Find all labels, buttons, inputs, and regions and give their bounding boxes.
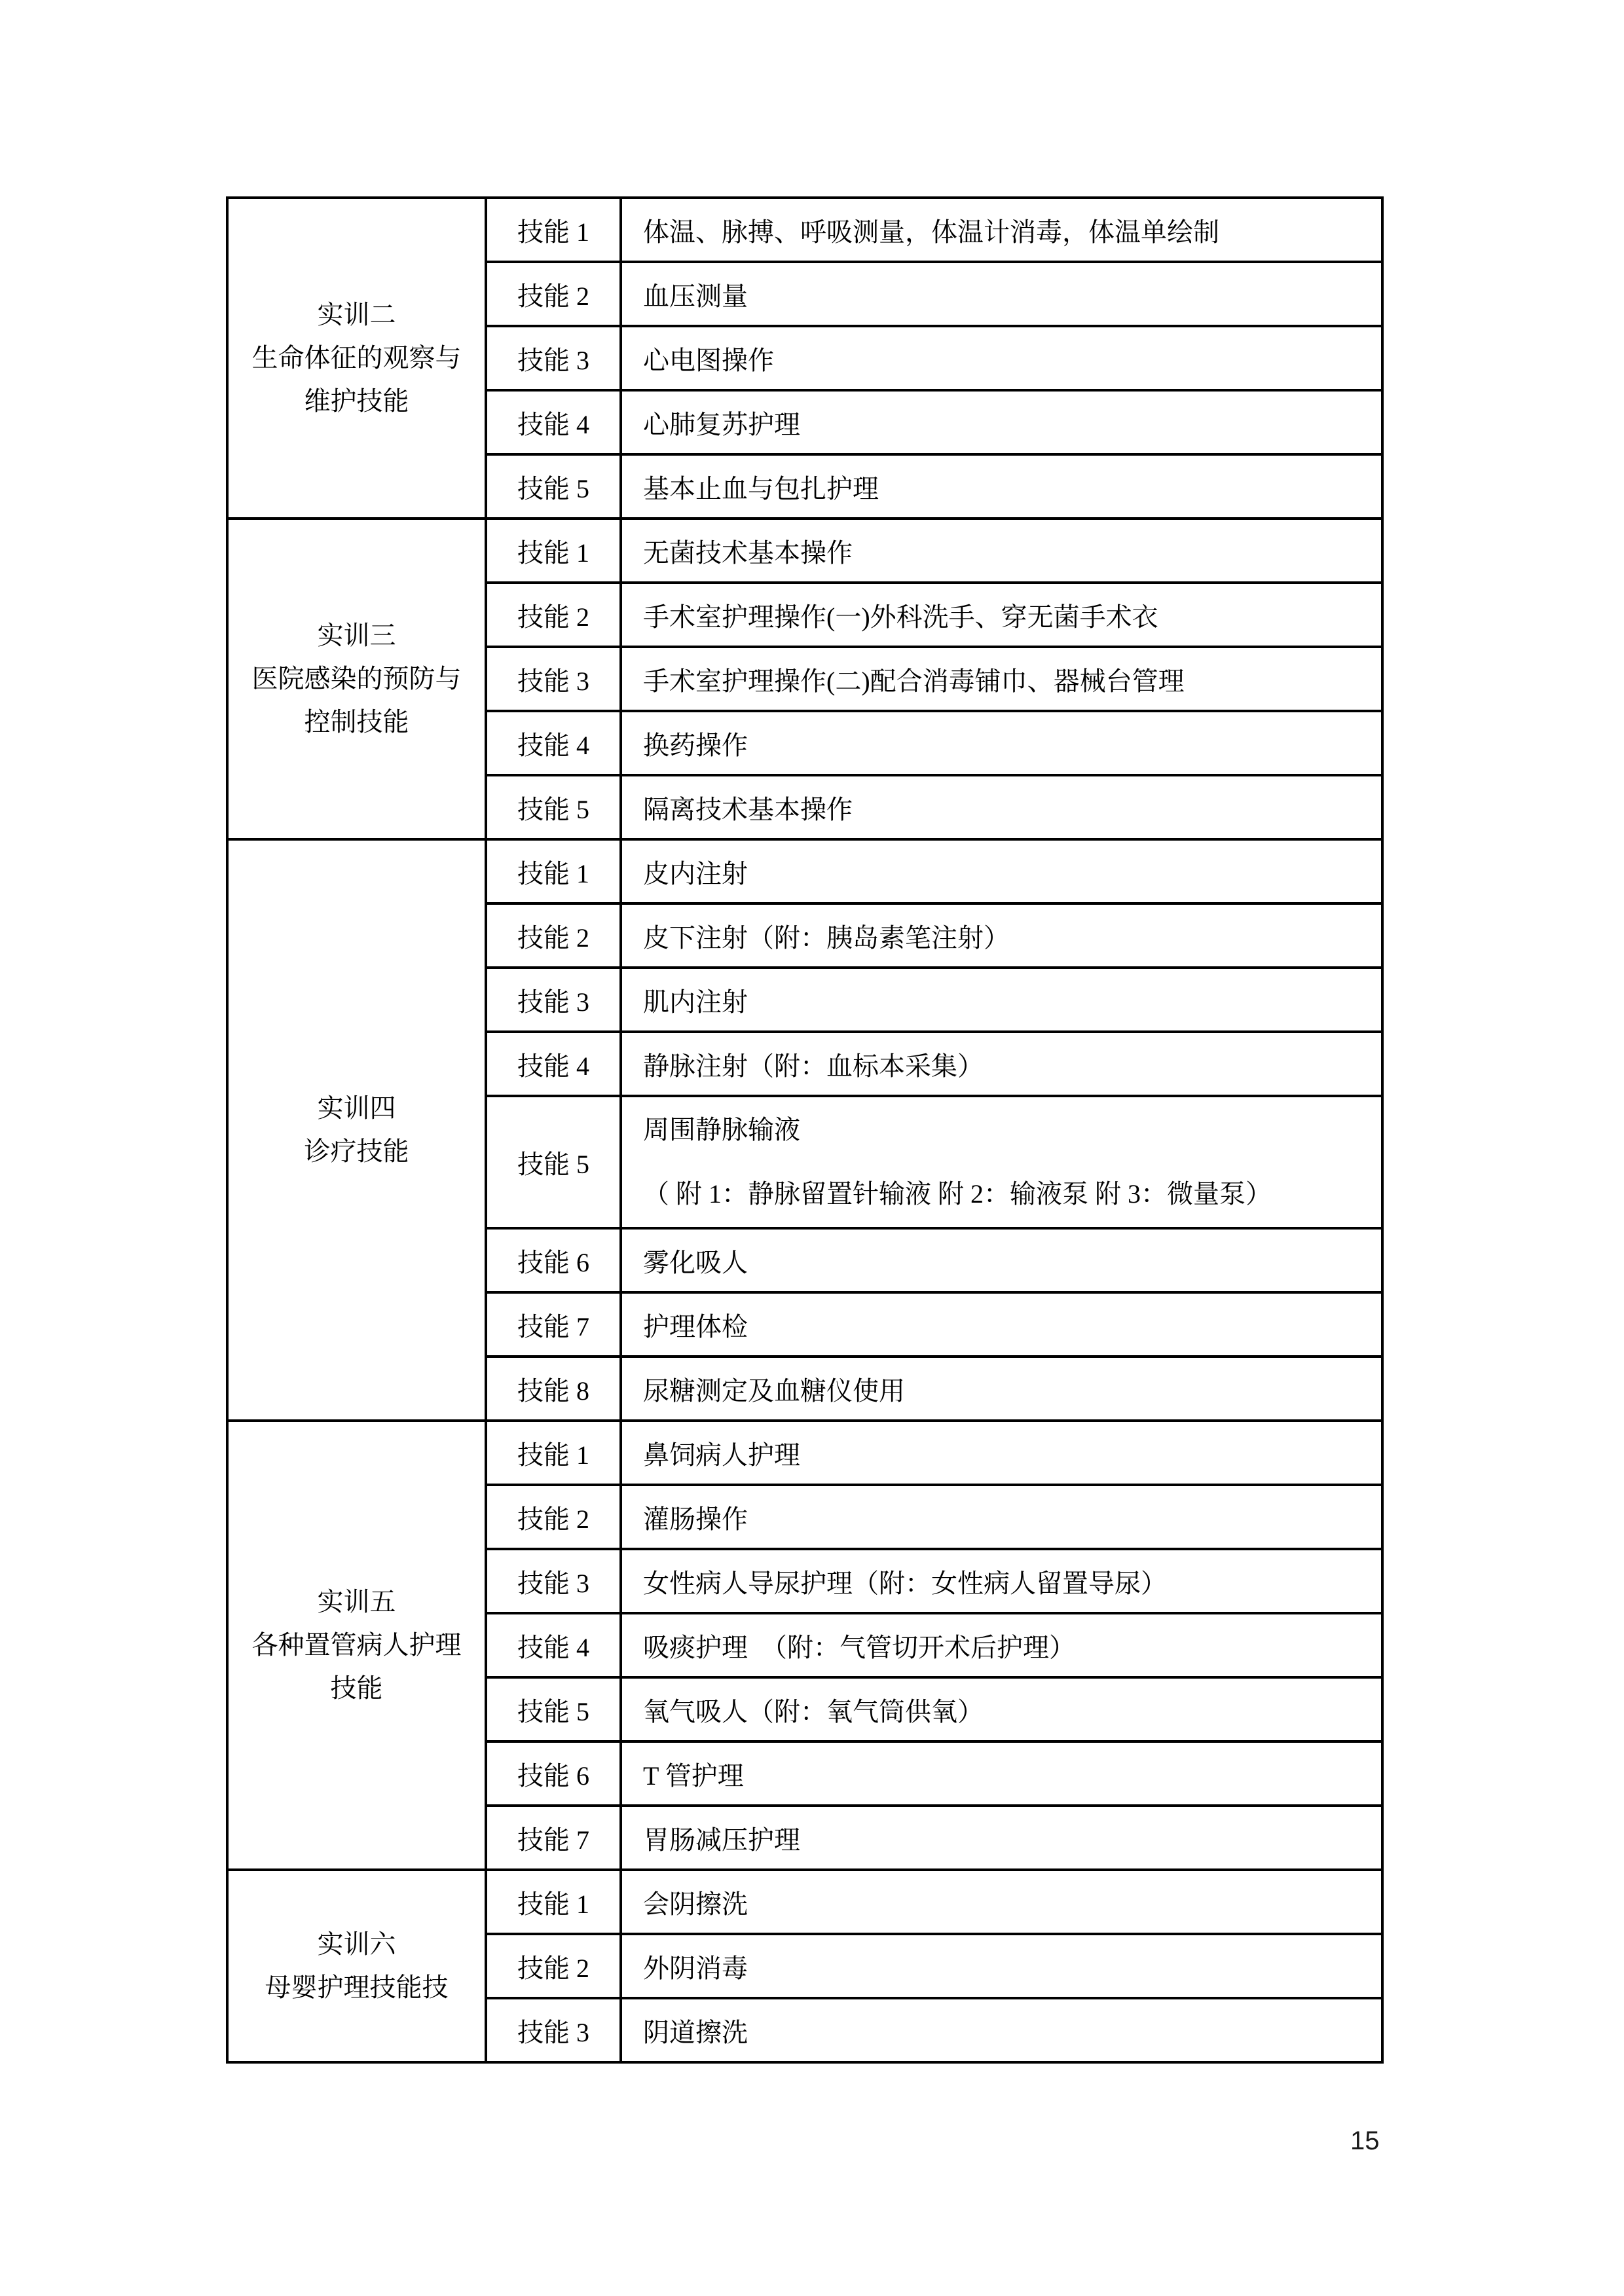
group-line: 诊疗技能 xyxy=(304,1137,409,1166)
table-row xyxy=(227,1421,1382,1485)
skill-desc-cell xyxy=(621,198,1382,262)
skill-label: 技能 4 xyxy=(517,1632,589,1662)
skill-desc-cell xyxy=(621,1096,1382,1228)
skill-desc: 心肺复苏护理 xyxy=(643,409,800,439)
skill-desc: 尿糖测定及血糖仪使用 xyxy=(643,1376,905,1406)
skill-desc-cell xyxy=(621,1485,1382,1549)
skill-label-cell xyxy=(486,390,621,454)
group-cell-shixun5 xyxy=(227,1421,486,1870)
skills-table xyxy=(226,196,1384,2064)
skill-desc: 护理体检 xyxy=(643,1311,748,1341)
skill-desc: 氧气吸人（附：氧气筒供氧） xyxy=(643,1696,984,1726)
skill-label-cell xyxy=(486,1998,621,2062)
skill-desc: 血压测量 xyxy=(643,281,748,311)
skill-label-cell xyxy=(486,1032,621,1096)
skill-desc-cell xyxy=(621,262,1382,326)
skill-label-cell xyxy=(486,583,621,647)
skill-label-cell xyxy=(486,968,621,1032)
skill-label-cell xyxy=(486,1613,621,1677)
group-line: 技能 xyxy=(330,1673,383,1703)
skill-desc-cell xyxy=(621,390,1382,454)
skill-desc: 外阴消毒 xyxy=(643,1953,748,1983)
group-cell-shixun3 xyxy=(227,519,486,839)
skill-desc: 周围静脉输液 xyxy=(643,1115,800,1144)
group-line: 各种置管病人护理 xyxy=(251,1630,462,1660)
skill-label: 技能 1 xyxy=(517,538,589,568)
group-line: 实训二 xyxy=(317,300,396,329)
skill-label: 技能 5 xyxy=(517,1149,589,1179)
skill-desc-cell xyxy=(621,839,1382,903)
skill-label-cell xyxy=(486,519,621,583)
skill-label-cell xyxy=(486,1485,621,1549)
group-line: 实训六 xyxy=(317,1929,396,1959)
skill-desc-cell xyxy=(621,1741,1382,1806)
skill-label: 技能 1 xyxy=(517,1440,589,1470)
skill-desc: 手术室护理操作(一)外科洗手、穿无菌手术衣 xyxy=(643,602,1158,632)
skill-label-cell xyxy=(486,1870,621,1934)
group-line: 实训三 xyxy=(317,621,396,650)
group-line: 实训四 xyxy=(317,1093,396,1123)
skill-label: 技能 6 xyxy=(517,1760,589,1791)
skill-label-cell xyxy=(486,198,621,262)
skill-label: 技能 2 xyxy=(517,602,589,632)
skill-desc-cell xyxy=(621,903,1382,968)
skill-label: 技能 3 xyxy=(517,666,589,696)
skill-desc-cell xyxy=(621,1677,1382,1741)
group-cell-shixun6 xyxy=(227,1870,486,2062)
skill-label: 技能 4 xyxy=(517,409,589,439)
skill-desc: 手术室护理操作(二)配合消毒铺巾、器械台管理 xyxy=(643,666,1185,696)
skill-label-cell xyxy=(486,647,621,711)
skill-desc-cell xyxy=(621,647,1382,711)
skill-desc: 雾化吸人 xyxy=(643,1247,748,1277)
skill-desc-cell xyxy=(621,775,1382,839)
skill-desc: 胃肠减压护理 xyxy=(643,1825,800,1855)
skill-label-cell xyxy=(486,1292,621,1357)
group-line: 母婴护理技能技 xyxy=(265,1973,449,2002)
skill-desc: 隔离技术基本操作 xyxy=(643,794,853,824)
skill-desc-cell xyxy=(621,1357,1382,1421)
skill-label: 技能 1 xyxy=(517,1889,589,1919)
skill-desc-cell xyxy=(621,326,1382,390)
skill-desc-cell xyxy=(621,454,1382,519)
skill-desc: 阴道擦洗 xyxy=(643,2017,748,2047)
skill-desc: 体温、脉搏、呼吸测量，体温计消毒，体温单绘制 xyxy=(643,217,1219,247)
skill-label: 技能 6 xyxy=(517,1247,589,1277)
skill-desc: 心电图操作 xyxy=(643,345,774,375)
skill-label-cell xyxy=(486,839,621,903)
skill-label: 技能 5 xyxy=(517,473,589,503)
skill-label-cell xyxy=(486,1806,621,1870)
skill-label-cell xyxy=(486,775,621,839)
skill-desc-cell xyxy=(621,1806,1382,1870)
skill-label: 技能 5 xyxy=(517,794,589,824)
skill-label-cell xyxy=(486,1677,621,1741)
skill-label: 技能 7 xyxy=(517,1825,589,1855)
skill-label: 技能 1 xyxy=(517,217,589,247)
skill-desc-cell xyxy=(621,1613,1382,1677)
skill-desc-cell xyxy=(621,711,1382,775)
skill-label-cell xyxy=(486,326,621,390)
skill-desc: 肌内注射 xyxy=(643,987,748,1017)
skill-desc-cell xyxy=(621,1870,1382,1934)
skill-desc-cell xyxy=(621,968,1382,1032)
skill-label-cell xyxy=(486,262,621,326)
skill-label: 技能 4 xyxy=(517,1051,589,1081)
table-row xyxy=(227,198,1382,262)
skill-desc: 灌肠操作 xyxy=(643,1504,748,1534)
skill-desc: 女性病人导尿护理（附：女性病人留置导尿） xyxy=(643,1568,1167,1598)
skill-desc: 鼻饲病人护理 xyxy=(643,1440,800,1470)
group-cell-shixun4 xyxy=(227,839,486,1421)
skill-label-cell xyxy=(486,1934,621,1998)
skill-label: 技能 3 xyxy=(517,2017,589,2047)
skill-desc-cell xyxy=(621,1998,1382,2062)
skill-desc-cell xyxy=(621,1292,1382,1357)
skill-desc: 吸痰护理 （附：气管切开术后护理） xyxy=(643,1632,1075,1662)
skill-desc-cell xyxy=(621,1934,1382,1998)
skill-desc-cell xyxy=(621,1421,1382,1485)
skill-desc-cell xyxy=(621,1549,1382,1613)
skill-desc-cell xyxy=(621,583,1382,647)
skill-desc-cell xyxy=(621,1032,1382,1096)
skill-label-cell xyxy=(486,1421,621,1485)
skill-label: 技能 7 xyxy=(517,1311,589,1341)
table-row xyxy=(227,839,1382,903)
skill-label-cell xyxy=(486,454,621,519)
group-line: 生命体征的观察与 xyxy=(251,343,462,373)
skill-label: 技能 1 xyxy=(517,858,589,888)
skill-label: 技能 2 xyxy=(517,281,589,311)
skill-desc: 皮下注射（附：胰岛素笔注射） xyxy=(643,922,1010,953)
skill-label: 技能 4 xyxy=(517,730,589,760)
skill-desc: 静脉注射（附：血标本采集） xyxy=(643,1051,984,1081)
page-number: 15 xyxy=(1350,2126,1380,2155)
skill-desc: 换药操作 xyxy=(643,730,748,760)
skill-label-cell xyxy=(486,1096,621,1228)
group-line: 医院感染的预防与 xyxy=(251,664,462,693)
skill-desc-cell xyxy=(621,519,1382,583)
skill-label-cell xyxy=(486,903,621,968)
skill-label: 技能 3 xyxy=(517,1568,589,1598)
skill-label-cell xyxy=(486,1549,621,1613)
skill-desc: T 管护理 xyxy=(643,1760,744,1791)
group-cell-shixun2 xyxy=(227,198,486,519)
skill-desc: 基本止血与包扎护理 xyxy=(643,473,879,503)
skill-label: 技能 2 xyxy=(517,1504,589,1534)
skill-desc-cell xyxy=(621,1228,1382,1292)
group-line: 实训五 xyxy=(317,1587,396,1616)
skill-label-cell xyxy=(486,1741,621,1806)
skill-label: 技能 3 xyxy=(517,345,589,375)
skill-label: 技能 8 xyxy=(517,1376,589,1406)
skill-label: 技能 3 xyxy=(517,987,589,1017)
skill-label: 技能 2 xyxy=(517,1953,589,1983)
skill-label: 技能 5 xyxy=(517,1696,589,1726)
table-row xyxy=(227,519,1382,583)
skill-label: 技能 2 xyxy=(517,922,589,953)
skill-desc-appendix: （ 附 1：静脉留置针输液 附 2：输液泵 附 3：微量泵） xyxy=(643,1179,1272,1209)
table-row xyxy=(227,1870,1382,1934)
skill-label-cell xyxy=(486,1228,621,1292)
group-line: 维护技能 xyxy=(304,386,409,416)
group-line: 控制技能 xyxy=(304,707,409,737)
skill-label-cell xyxy=(486,711,621,775)
skill-label-cell xyxy=(486,1357,621,1421)
skill-desc: 会阴擦洗 xyxy=(643,1889,748,1919)
skill-desc: 无菌技术基本操作 xyxy=(643,538,853,568)
skill-desc: 皮内注射 xyxy=(643,858,748,888)
